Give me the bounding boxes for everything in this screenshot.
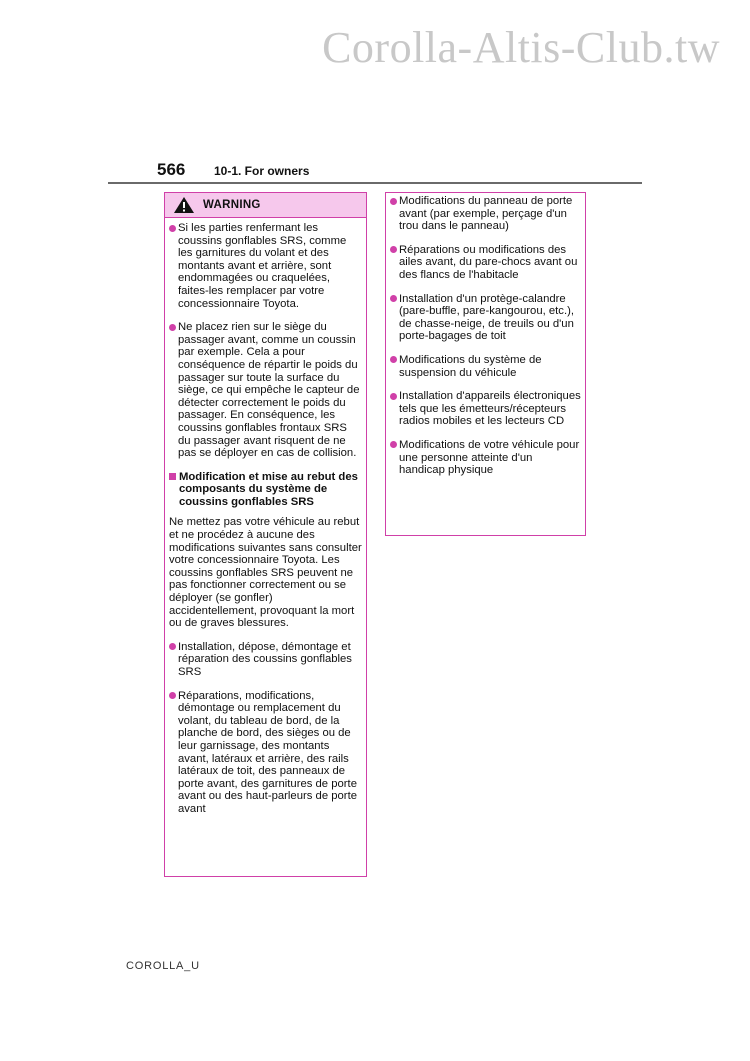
header-divider bbox=[108, 182, 642, 184]
watermark: Corolla-Altis-Club.tw bbox=[322, 23, 720, 72]
list-item-text: Modifications du panneau de porte avant (par exemple, perçage d'un trou dans le panneau) bbox=[399, 195, 573, 233]
bullet-icon bbox=[169, 643, 176, 650]
bullet-icon bbox=[390, 198, 397, 205]
list-item-text: Installation d'un protège-calandre (pare-buffle, pare-kangourou, etc.), de chasse-neige, de treuils ou d'un porte-bagages de toit bbox=[399, 292, 574, 343]
list-item bbox=[390, 244, 581, 282]
bullet-icon bbox=[169, 225, 176, 232]
list-item-text: Ne placez rien sur le siège du passager avant, comme un coussin par exemple. Cela a pour conséquence de répartir le poids du passager sur toute la surface du siège, ce qui empêche le capteur de détecter correctement le poids du passager. En conséquence, les coussins gonflables frontaux SRS du passager avant risquent de ne pas se déployer en cas de collision. bbox=[178, 321, 360, 460]
square-bullet-icon bbox=[169, 473, 176, 480]
subheading bbox=[169, 471, 362, 509]
list-item bbox=[169, 321, 362, 460]
list-item bbox=[390, 390, 581, 428]
list-item-text: Modifications de votre véhicule pour une personne atteinte d'un handicap physique bbox=[399, 438, 580, 477]
paragraph: Ne mettez pas votre véhicule au rebut et ne procédez à aucune des modifications suivantes sans consulter votre concessionnaire Toyota. Les coussins gonflables SRS peuvent ne pas fonctionner correctement ou se déployer (se gonfler) accidentellement, provoquant la mort ou de graves blessures. bbox=[169, 516, 362, 630]
bullet-icon bbox=[390, 246, 397, 253]
list-item-text: Si les parties renfermant les coussins gonflables SRS, comme les garnitures du volant et des montants avant et arrière, sont endommagées ou craquelées, faites-les remplacer par votre concessionnaire Toyota. bbox=[178, 222, 347, 310]
list-item bbox=[390, 354, 581, 379]
warning-triangle-icon bbox=[173, 196, 195, 214]
list-item bbox=[390, 439, 581, 477]
page-number: 566 bbox=[157, 160, 186, 179]
list-item bbox=[169, 641, 362, 679]
footer-code: COROLLA_U bbox=[126, 960, 200, 972]
bullet-icon bbox=[390, 441, 397, 448]
list-item-text: Réparations ou modifications des ailes avant, du pare-chocs avant ou des flancs de l'habitacle bbox=[399, 243, 578, 281]
list-item-text: Installation, dépose, démontage et réparation des coussins gonflables SRS bbox=[178, 640, 352, 678]
list-item-text: Installation d'appareils électroniques tels que les émetteurs/récepteurs radios mobiles et les lecteurs CD bbox=[399, 390, 581, 428]
bullet-icon bbox=[169, 324, 176, 331]
bullet-icon bbox=[169, 692, 176, 699]
warning-box-right bbox=[385, 192, 586, 536]
warning-label: WARNING bbox=[203, 198, 261, 211]
list-item bbox=[390, 293, 581, 343]
bullet-icon bbox=[390, 356, 397, 363]
bullet-icon bbox=[390, 393, 397, 400]
bullet-icon bbox=[390, 295, 397, 302]
list-item bbox=[390, 195, 581, 233]
list-item bbox=[169, 690, 362, 816]
warning-header bbox=[165, 193, 366, 218]
page-header bbox=[108, 160, 642, 184]
list-item-text: Réparations, modifications, démontage ou remplacement du volant, du tableau de bord, de la planche de bord, des sièges ou de leur garnissage, des montants avant, latéraux et arrière, des rails latéraux de toit, des panneaux de porte avant, des garnitures de porte avant ou des haut-parleurs de porte avant bbox=[178, 689, 357, 815]
warning-content-left bbox=[165, 218, 366, 816]
section-title: 10-1. For owners bbox=[214, 164, 310, 178]
list-item-text: Modifications du système de suspension du véhicule bbox=[399, 353, 542, 379]
warning-content-right bbox=[386, 193, 585, 477]
warning-box-left bbox=[164, 192, 367, 877]
list-item bbox=[169, 222, 362, 310]
subheading-text: Modification et mise au rebut des composants du système de coussins gonflables SRS bbox=[179, 470, 358, 508]
